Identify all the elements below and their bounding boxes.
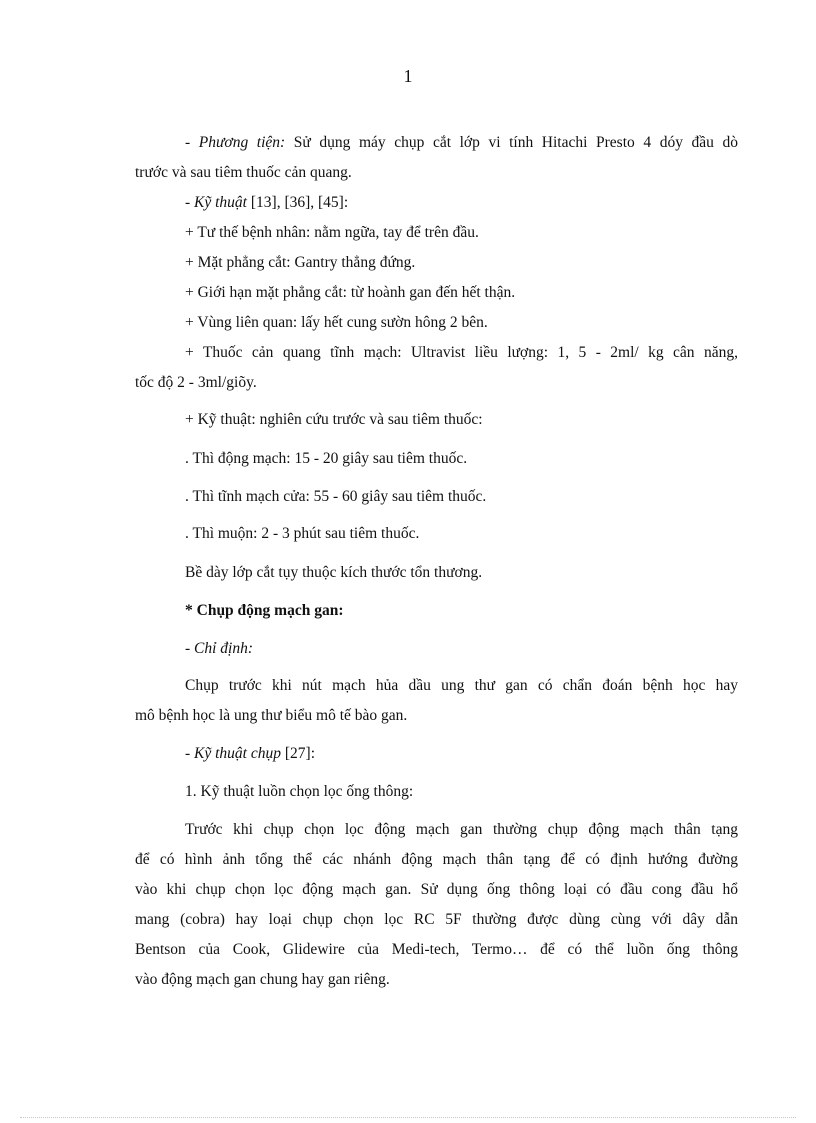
tech-heading [185, 744, 738, 764]
section-heading-text: * Chụp động mạch gan: [185, 602, 344, 619]
phase-portal: . Thì tĩnh mạch cửa: 55 - 60 giây sau tiêm thuốc. [185, 488, 487, 505]
paragraph-line-3: vào khi chụp chọn lọc động mạch gan. Sử dụng ống thông loại có đầu cong đầu hổ [135, 881, 738, 898]
means-line-2: trước và sau tiêm thuốc cản quang. [135, 164, 352, 181]
paragraph-line-5: Bentson của Cook, Glidewire của Medi-tech, Termo… để có thể luồn ống thông [135, 941, 738, 958]
section-heading [185, 601, 738, 621]
indication-line-1: Chụp trước khi nút mạch hủa dầu ung thư gan có chẩn đoán bệnh học hay [185, 677, 738, 694]
indication-line-2: mô bệnh học là ung thư biểu mô tế bào gan. [135, 707, 408, 724]
bullet-plane: + Mặt phẳng cắt: Gantry thẳng đứng. [185, 254, 416, 271]
phase-arterial: . Thì động mạch: 15 - 20 giây sau tiêm thuốc. [185, 450, 468, 467]
indication-label: - Chỉ định: [185, 640, 254, 657]
technique-label: - Kỹ thuật [185, 194, 247, 211]
page-bottom-divider [20, 1117, 796, 1118]
bullet-region: + Vùng liên quan: lấy hết cung sườn hông 2 bên. [185, 314, 488, 331]
page-number: 1 [403, 66, 413, 86]
bullet-contrast-line-2: tốc độ 2 - 3ml/giõy. [135, 374, 257, 391]
technique-refs: [13], [36], [45]: [250, 194, 349, 211]
indication-heading [185, 639, 738, 659]
technique-heading [185, 193, 738, 213]
means-text: Sử dụng máy chụp cắt lớp vi tính Hitachi Presto 4 dóy đầu dò [293, 134, 739, 151]
bullet-position: + Tư thế bệnh nhân: nằm ngữa, tay để trên đầu. [185, 224, 479, 241]
paragraph-line-6: vào động mạch gan chung hay gan riêng. [135, 971, 390, 988]
paragraph-line-2: để có hình ảnh tổng thể các nhánh động mạch thân tạng để có định hướng đường [135, 851, 738, 868]
means-line-1 [185, 133, 738, 153]
slice-thickness: Bề dày lớp cắt tụy thuộc kích thước tổn thương. [185, 564, 483, 581]
phase-late: . Thì muộn: 2 - 3 phút sau tiêm thuốc. [185, 525, 420, 542]
bullet-limits: + Giới hạn mặt phẳng cắt: từ hoành gan đến hết thận. [185, 284, 516, 301]
bullet-technique: + Kỹ thuật: nghiên cứu trước và sau tiêm thuốc: [185, 411, 483, 428]
bullet-contrast-line-1: + Thuốc cản quang tĩnh mạch: Ultravist liều lượng: 1, 5 - 2ml/ kg cân năng, [185, 344, 738, 361]
step-1: 1. Kỹ thuật luồn chọn lọc ống thông: [185, 783, 414, 800]
paragraph-line-1: Trước khi chụp chọn lọc động mạch gan thường chụp động mạch thân tạng [185, 821, 738, 838]
tech-label: - Kỹ thuật chụp [185, 745, 281, 762]
means-label: - Phương tiện: [185, 134, 286, 151]
paragraph-line-4: mang (cobra) hay loại chụp chọn lọc RC 5F thường được dùng cùng với dây dẫn [135, 911, 738, 928]
tech-ref: [27]: [284, 745, 316, 762]
